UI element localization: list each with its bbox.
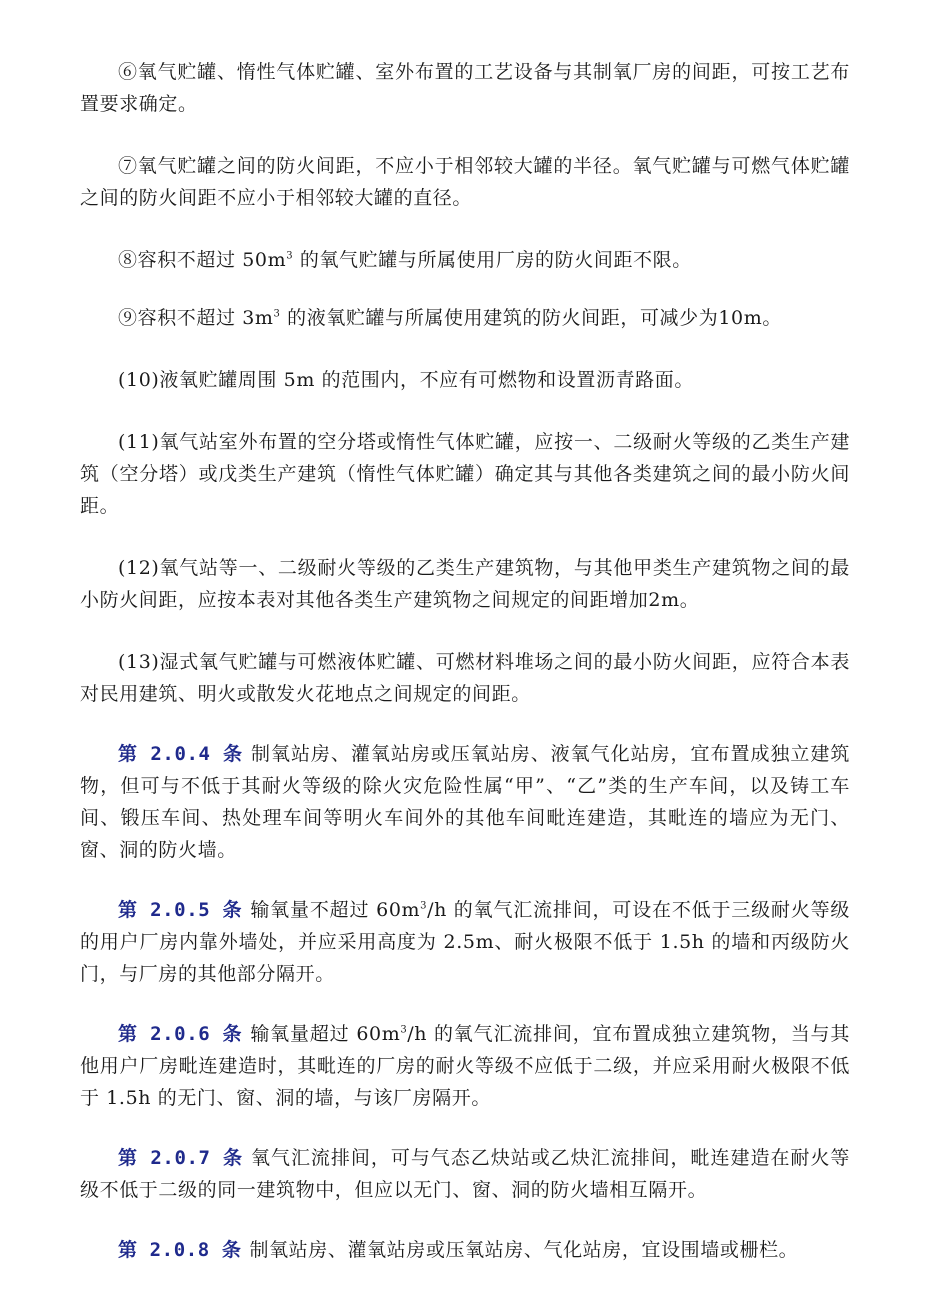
clause-text: 制氧站房、灌氧站房或压氧站房、液氧气化站房，宜布置成独立建筑物，但可与不低于其耐火等级的除火灾危险性属“甲”、“乙”类的生产车间，以及铸工车间、锻压车间、热处理车间等明火车间外的其他车间毗连建造，其毗连的墙应为无门、窗、洞的防火墙。 (80, 743, 850, 861)
clause-2-0-4 (80, 738, 850, 866)
paragraph-text: ⑨容积不超过 3m (118, 307, 274, 329)
clause-2-0-5 (80, 894, 850, 990)
clause-2-0-7 (80, 1142, 850, 1206)
paragraph-text: ⑧容积不超过 50m (118, 249, 287, 271)
superscript-cubic: 3 (273, 308, 281, 320)
paragraph-text: 的液氧贮罐与所属使用建筑的防火间距，可减少为10m。 (280, 307, 782, 329)
paragraph-text: ⑥氧气贮罐、惰性气体贮罐、室外布置的工艺设备与其制氧厂房的间距，可按工艺布置要求确定。 (80, 61, 850, 115)
clause-2-0-8 (80, 1234, 850, 1266)
clause-text: 氧气汇流排间，可与气态乙炔站或乙炔汇流排间，毗连建造在耐火等级不低于二级的同一建筑物中，但应以无门、窗、洞的防火墙相互隔开。 (80, 1147, 850, 1201)
paragraph-text: (11)氧气站室外布置的空分塔或惰性气体贮罐，应按一、二级耐火等级的乙类生产建筑（空分塔）或戊类生产建筑（惰性气体贮罐）确定其与其他各类建筑之间的最小防火间距。 (80, 431, 850, 517)
superscript-cubic: 3 (400, 1024, 408, 1036)
clause-2-0-6 (80, 1018, 850, 1114)
superscript-cubic: 3 (420, 900, 428, 912)
clause-text: 输氧量超过 60m (250, 1023, 401, 1045)
clause-number: 第 2.0.4 条 (118, 743, 243, 765)
paragraph-item-8 (80, 244, 850, 276)
paragraph-text: (10)液氧贮罐周围 5m 的范围内，不应有可燃物和设置沥青路面。 (118, 369, 694, 391)
paragraph-item-9 (80, 302, 850, 334)
paragraph-text: ⑦氧气贮罐之间的防火间距，不应小于相邻较大罐的半径。氧气贮罐与可燃气体贮罐之间的防火间距不应小于相邻较大罐的直径。 (80, 155, 850, 209)
clause-number: 第 2.0.8 条 (118, 1239, 242, 1261)
paragraph-item-12 (80, 552, 850, 616)
paragraph-text: 的氧气贮罐与所属使用厂房的防火间距不限。 (293, 249, 692, 271)
superscript-cubic: 3 (286, 250, 294, 262)
paragraph-text: (12)氧气站等一、二级耐火等级的乙类生产建筑物，与其他甲类生产建筑物之间的最小防火间距，应按本表对其他各类生产建筑物之间规定的间距增加2m。 (80, 557, 850, 611)
paragraph-item-10 (80, 364, 850, 396)
clause-text: /h 的氧气汇流排间，宜布置成独立建筑物，当与其他用户厂房毗连建造时，其毗连的厂房的耐火等级不应低于二级，并应采用耐火极限不低于 1.5h 的无门、窗、洞的墙，与该厂房隔开。 (80, 1023, 850, 1109)
clause-number: 第 2.0.6 条 (118, 1023, 243, 1045)
paragraph-item-11 (80, 426, 850, 522)
clause-number: 第 2.0.5 条 (118, 899, 243, 921)
paragraph-item-7 (80, 150, 850, 214)
clause-text: 输氧量不超过 60m (250, 899, 421, 921)
clause-number: 第 2.0.7 条 (118, 1147, 243, 1169)
document-page (80, 0, 850, 1266)
paragraph-item-6 (80, 56, 850, 120)
paragraph-text: (13)湿式氧气贮罐与可燃液体贮罐、可燃材料堆场之间的最小防火间距，应符合本表对民用建筑、明火或散发火花地点之间规定的间距。 (80, 651, 850, 705)
clause-text: 制氧站房、灌氧站房或压氧站房、气化站房，宜设围墙或栅栏。 (249, 1239, 799, 1261)
clause-text: /h 的氧气汇流排间，可设在不低于三级耐火等级的用户厂房内靠外墙处，并应采用高度为 2.5m、耐火极限不低于 1.5h 的墙和丙级防火门，与厂房的其他部分隔开。 (80, 899, 850, 985)
paragraph-item-13 (80, 646, 850, 710)
